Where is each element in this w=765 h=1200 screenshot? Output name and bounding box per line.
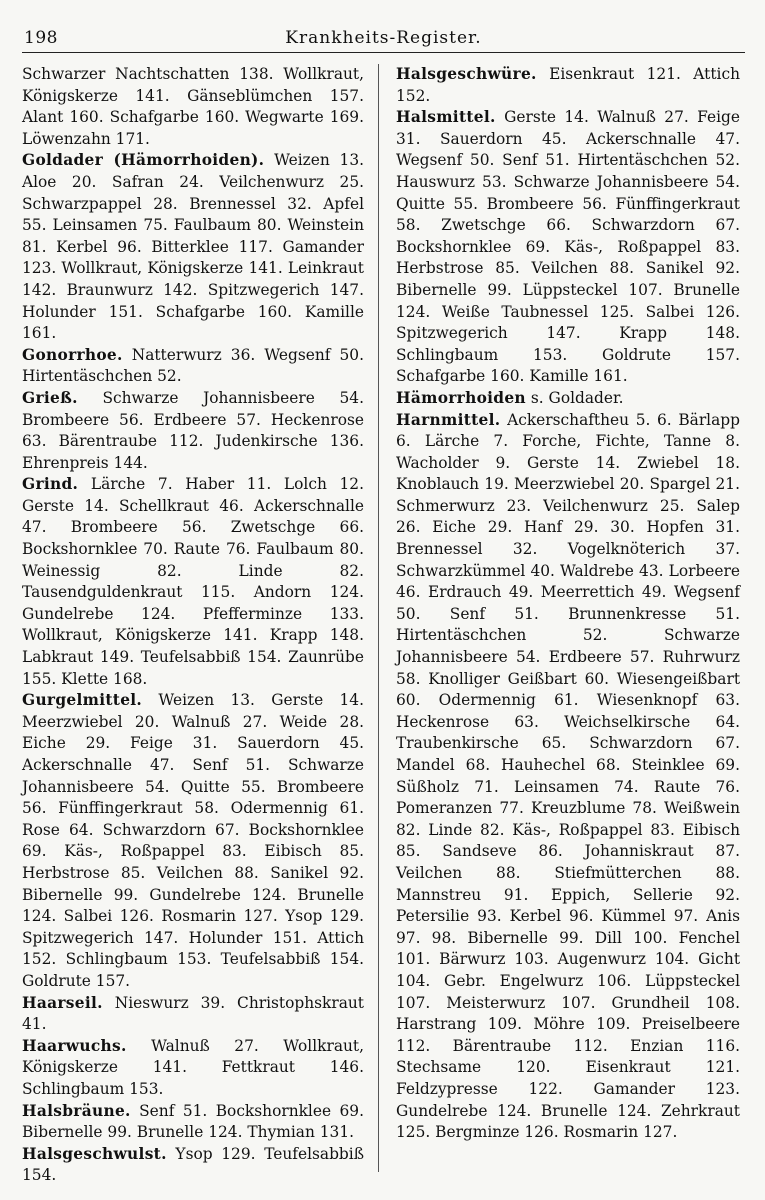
index-entry: [22, 345, 364, 388]
left-column: [22, 64, 364, 1187]
entry-heading: Grieß.: [22, 388, 78, 407]
index-entry: [22, 474, 364, 690]
column-divider: [378, 64, 379, 1172]
index-entry: [396, 410, 740, 1144]
entry-text: Natterwurz 36. Wegsenf 50. Hirtentäschchen 52.: [22, 345, 364, 386]
entry-heading: Grind.: [22, 475, 79, 494]
entry-text: Ysop 129. Teufelsabbiß 154.: [22, 1144, 364, 1185]
index-entry: [22, 1144, 364, 1187]
index-entry: [22, 1036, 364, 1101]
entry-text: Schwarze Johannisbeere 54. Brombeere 56. Erdbeere 57. Heckenrose 63. Bärentraube 112. Judenkirsche 136. Ehrenpreis 144.: [22, 388, 364, 472]
running-title: Krankheits-Register.: [285, 28, 482, 48]
index-entry: [22, 1101, 364, 1144]
entry-heading: Gonorrhoe.: [22, 345, 123, 364]
index-entry: [22, 388, 364, 474]
entry-heading: Goldader (Hämorrhoiden).: [22, 151, 265, 170]
entry-heading: Halsgeschwüre.: [396, 65, 537, 83]
page-number: 198: [24, 28, 58, 48]
page-header: [22, 28, 745, 53]
entry-text: Gerste 14. Walnuß 27. Feige 31. Sauerdorn 45. Ackerschnalle 47. Wegsenf 50. Senf 51. Hirtentäschchen 52. Hauswurz 53. Schwarze Johannisbeere 54. Quitte 55. Brombeere 56. Fünffingerkraut 58. Zwetschge 66. Schwarzdorn 67. Bockshornklee 69. Käs-, Roßpappel 83. Herbstrose 85. Veilchen 88. Sanikel 92. Bibernelle 99. Lüppsteckel 107. Brunelle 124. Weiße Taubnessel 125. Salbei 126. Spitzwegerich 147. Krapp 148. Schlingbaum 153. Goldrute 157. Schafgarbe 160. Kamille 161.: [396, 108, 740, 386]
entry-heading: Hämorrhoiden: [396, 388, 526, 407]
entry-heading: Haarseil.: [22, 993, 103, 1012]
entry-text: Eisenkraut 121. Attich 152.: [396, 65, 740, 105]
index-entry: [22, 993, 364, 1036]
index-entry: [22, 64, 364, 150]
entry-heading: Halsbräune.: [22, 1101, 131, 1120]
index-entry: [396, 64, 740, 107]
index-entry: [396, 388, 740, 410]
index-entry: [396, 107, 740, 388]
entry-text: Lärche 7. Haber 11. Lolch 12. Gerste 14. Schellkraut 46. Ackerschnalle 47. Brombeere 56. Zwetschge 66. Bockshornklee 70. Raute 76. Faulbaum 80. Weinessig 82. Linde 82. Tausendguldenkraut 115. Andorn 124. Gundelrebe 124. Pfefferminze 133. Wollkraut, Königskerze 141. Krapp 148. Labkraut 149. Teufelsabbiß 154. Zaunrübe 155. Klette 168.: [22, 475, 364, 688]
entry-text: Schwarzer Nachtschatten 138. Wollkraut, Königskerze 141. Gänseblümchen 157. Alant 160. Schafgarbe 160. Wegwarte 169. Löwenzahn 171.: [22, 65, 364, 148]
index-entry: [22, 690, 364, 992]
entry-text: s. Goldader.: [530, 388, 624, 407]
right-column: [396, 64, 740, 1144]
entry-heading: Halsgeschwulst.: [22, 1144, 167, 1163]
entry-heading: Halsmittel.: [396, 108, 496, 127]
entry-text: Nieswurz 39. Christophskraut 41.: [22, 993, 364, 1034]
index-entry: [22, 150, 364, 344]
entry-text: Weizen 13. Aloe 20. Safran 24. Veilchenwurz 25. Schwarzpappel 28. Brennessel 32. Apfel 55. Leinsamen 75. Faulbaum 80. Weinstein 81. Kerbel 96. Bitterklee 117. Gamander 123. Wollkraut, Königskerze 141. Leinkraut 142. Braunwurz 142. Spitzwegerich 147. Holunder 151. Schafgarbe 160. Kamille 161.: [22, 151, 364, 343]
entry-text: Walnuß 27. Wollkraut, Königskerze 141. Fettkraut 146. Schlingbaum 153.: [22, 1036, 364, 1098]
entry-heading: Harnmittel.: [396, 410, 501, 429]
entry-heading: Gurgelmittel.: [22, 691, 143, 710]
entry-text: Ackerschaftheu 5. 6. Bärlapp 6. Lärche 7. Forche, Fichte, Tanne 8. Wacholder 9. Gerste 14. Zwiebel 18. Knoblauch 19. Meerzwiebel 20. Spargel 21. Schmerwurz 23. Veilchenwurz 25. Salep 26. Eiche 29. Hanf 29. 30. Hopfen 31. Brennessel 32. Vogelknöterich 37. Schwarzkümmel 40. Waldrebe 43. Lorbeere 46. Erdrauch 49. Meerrettich 49. Wegsenf 50. Senf 51. Brunnenkresse 51. Hirtentäschchen 52. Schwarze Johannisbeere 54. Erdbeere 57. Ruhrwurz 58. Knolliger Geißbart 60. Wiesengeißbart 60. Odermennig 61. Wiesenknopf 63. Heckenrose 63. Weichselkirsche 64. Traubenkirsche 65. Schwarzdorn 67. Mandel 68. Hauhechel 68. Steinklee 69. Süßholz 71. Leinsamen 74. Raute 76. Pomeranzen 77. Kreuzblume 78. Weißwein 82. Linde 82. Käs-, Roßpappel 83. Eibisch 85. Sandseve 86. Johanniskraut 87. Veilchen 88. Stiefmütterchen 88. Mannstreu 91. Eppich, Sellerie 92. Petersilie 93. Kerbel 96. Kümmel 97. Anis 97. 98. Bibernelle 99. Dill 100. Fenchel 101. Bärwurz 103. Augenwurz 104. Gicht 104. Gebr. Engelwurz 106. Lüppsteckel 107. Meisterwurz 107. Grundheil 108. Harstrang 109. Möhre 109. Preiselbeere 112. Bärentraube 112. Enzian 116. Stechsame 120. Eisenkraut 121. Feldzypresse 122. Gamander 123. Gundelrebe 124. Brunelle 124. Zehrkraut 125. Bergminze 126. Rosmarin 127.: [396, 410, 740, 1142]
entry-text: Weizen 13. Gerste 14. Meerzwiebel 20. Walnuß 27. Weide 28. Eiche 29. Feige 31. Sauerdorn 45. Ackerschnalle 47. Senf 51. Schwarze Johannisbeere 54. Quitte 55. Brombeere 56. Fünffingerkraut 58. Odermennig 61. Rose 64. Schwarzdorn 67. Bockshornklee 69. Käs-, Roßpappel 83. Eibisch 85. Herbstrose 85. Veilchen 88. Sanikel 92. Bibernelle 99. Gundelrebe 124. Brunelle 124. Salbei 126. Rosmarin 127. Ysop 129. Spitzwegerich 147. Holunder 151. Attich 152. Schlingbaum 153. Teufelsabbiß 154. Goldrute 157.: [22, 691, 364, 990]
entry-text: Senf 51. Bockshornklee 69. Bibernelle 99. Brunelle 124. Thymian 131.: [22, 1101, 364, 1142]
entry-heading: Haarwuchs.: [22, 1036, 127, 1055]
